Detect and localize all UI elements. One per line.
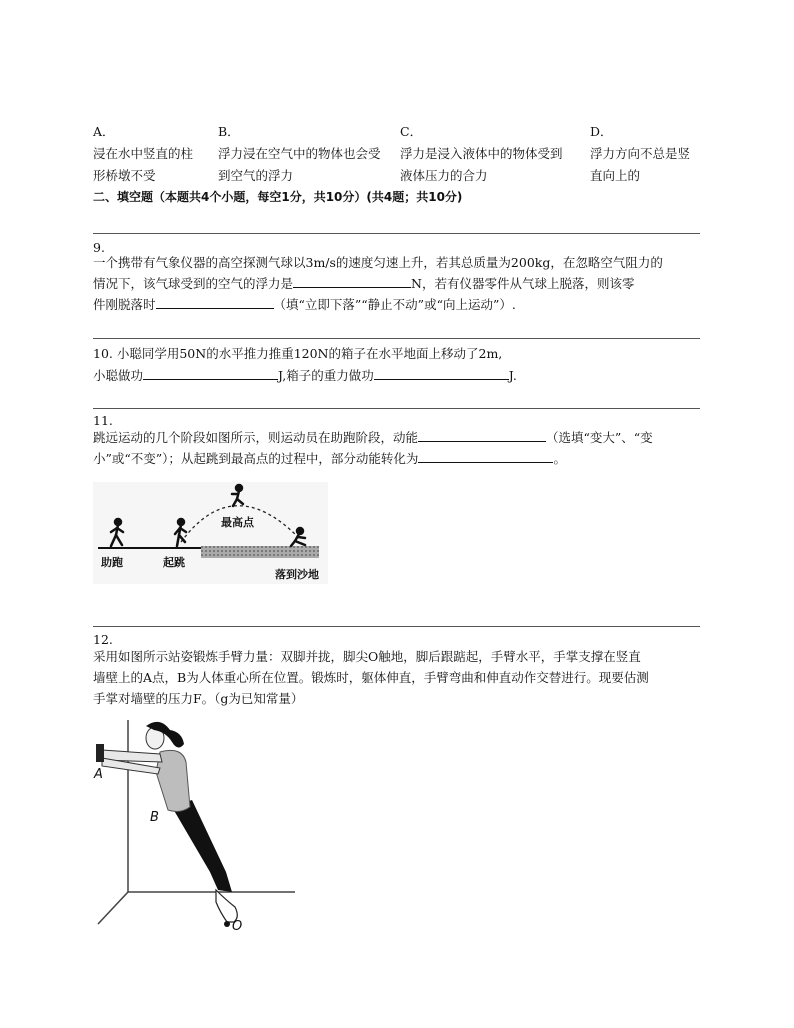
- option-text: 浮力是浸入液体中的物体受到: [400, 146, 563, 161]
- option-letter: C．: [400, 124, 423, 139]
- option-text: 浸在水中竖直的柱: [93, 146, 194, 161]
- label-b: B: [150, 810, 159, 825]
- question-text-line: [93, 365, 705, 387]
- question-10: [93, 343, 705, 387]
- option-text: 直向上的: [590, 168, 641, 183]
- text-segment: 件刚脱落时: [93, 297, 156, 312]
- text-segment: （选填“变大”、“变: [546, 430, 653, 445]
- answer-blank[interactable]: [418, 429, 546, 442]
- answer-blank[interactable]: [418, 450, 553, 463]
- question-9: [93, 252, 705, 315]
- label-jump: 起跳: [163, 556, 185, 569]
- question-text-line: [93, 294, 705, 315]
- question-text: 墙壁上的A点，B为人体重心所在位置。锻炼时，躯体伸直，手臂弯曲和伸直动作交替进行。现要估测: [93, 670, 649, 685]
- question-text-line: [93, 273, 705, 294]
- label-a: A: [94, 767, 103, 782]
- option-c: [400, 121, 585, 187]
- text-segment: 小聪做功: [93, 368, 144, 383]
- text-segment: 小”或“不变”）；从起跳到最高点的过程中，部分动能转化为: [93, 451, 419, 466]
- question-number: 12.: [93, 632, 113, 647]
- question-text: 10. 小聪同学用50N的水平推力推重120N的箱子在水平地面上移动了2m,: [93, 346, 503, 361]
- answer-blank[interactable]: [293, 275, 411, 288]
- answer-blank[interactable]: [143, 367, 278, 380]
- option-letter: A．: [93, 124, 115, 139]
- label-o: O: [232, 919, 243, 934]
- text-segment: J.: [508, 368, 517, 383]
- question-text: 一个携带有气象仪器的高空探测气球以3m/s的速度匀速上升，若其总质量为200kg，在忽略空气阻力的: [93, 255, 663, 270]
- text-segment: 跳远运动的几个阶段如图所示，则运动员在助跑阶段，动能: [93, 430, 419, 445]
- divider: [93, 408, 700, 409]
- text-segment: 情况下，该气球受到的空气的浮力是: [93, 276, 294, 291]
- text-segment: 。: [553, 451, 566, 466]
- option-text: 到空气的浮力: [218, 168, 294, 183]
- answer-blank[interactable]: [156, 296, 274, 309]
- wall-push-figure: [90, 712, 300, 934]
- divider: [93, 233, 700, 234]
- text-segment: N，若有仪器零件从气球上脱落，则该零: [411, 276, 635, 291]
- option-text: 液体压力的合力: [400, 168, 488, 183]
- option-b: [218, 121, 403, 187]
- question-number: 11.: [93, 413, 113, 428]
- question-text-line: [93, 448, 705, 469]
- option-letter: D．: [590, 124, 613, 139]
- question-12: [93, 646, 705, 709]
- option-d: [590, 121, 710, 187]
- option-text: 浮力浸在空气中的物体也会受: [218, 146, 381, 161]
- option-text: 浮力方向不总是竖: [590, 146, 691, 161]
- label-run: 助跑: [101, 556, 123, 569]
- answer-blank[interactable]: [374, 367, 509, 380]
- option-letter: B．: [218, 124, 240, 139]
- text-segment: （填“立即下落”“静止不动”或“向上运动”）.: [273, 297, 516, 312]
- question-number: 9.: [93, 240, 105, 255]
- question-11: [93, 427, 705, 469]
- text-segment: J,箱子的重力做功: [278, 368, 374, 383]
- divider: [93, 338, 700, 339]
- option-text: 形桥墩不受: [93, 168, 156, 183]
- divider: [93, 626, 700, 627]
- label-land: 落到沙地: [275, 568, 319, 581]
- question-text-line: [93, 427, 705, 448]
- question-text: 采用如图所示站姿锻炼手臂力量：双脚并拢，脚尖O触地，脚后跟踮起，手臂水平，手掌支撑在竖直: [93, 649, 641, 664]
- question-text: 手掌对墙壁的压力F。（g为已知常量）: [93, 691, 304, 706]
- long-jump-figure: [93, 482, 328, 584]
- label-peak: 最高点: [221, 516, 254, 529]
- section-title: 二、填空题（本题共4个小题，每空1分，共10分）(共4题；共10分): [93, 190, 463, 204]
